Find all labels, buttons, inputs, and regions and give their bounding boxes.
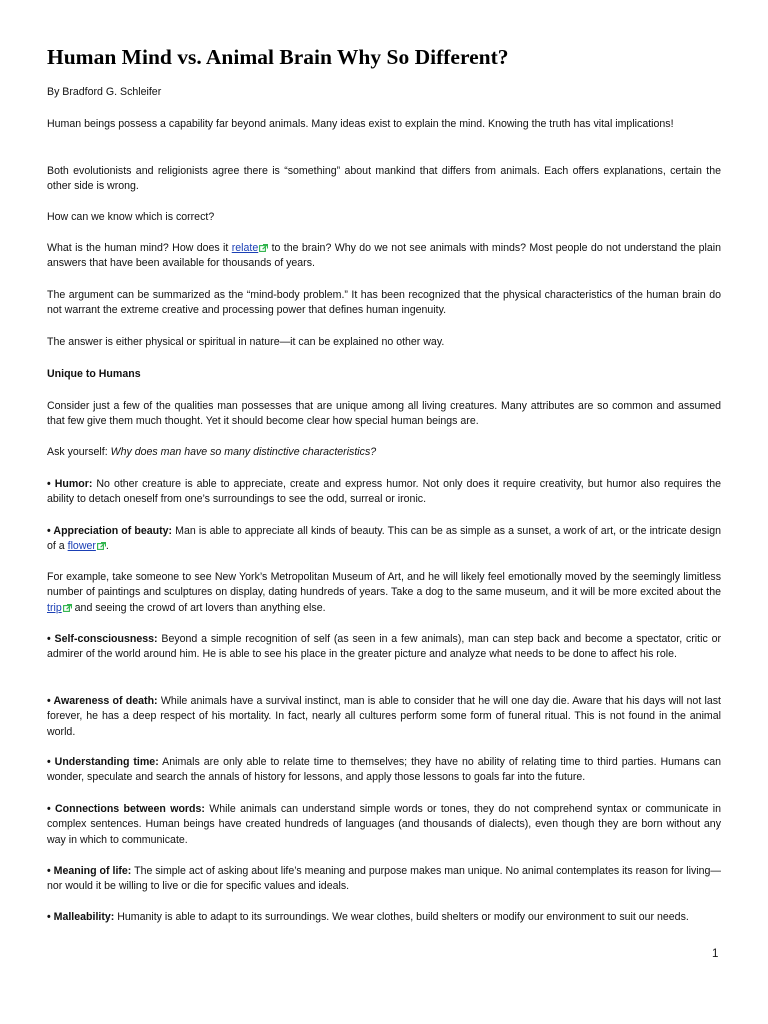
link-flower[interactable]: flower bbox=[67, 540, 96, 553]
bullet-humor: • Humor: No other creature is able to appreciate, create and express humor. Not only does it require creativity, but humor also requires the ability to detach oneself from one’s surroundings to see the odd, surreal or ironic. bbox=[47, 478, 721, 506]
page-number: 1 bbox=[712, 948, 719, 960]
link-relate[interactable]: relate bbox=[231, 242, 259, 254]
bullet-understanding-time: • Understanding time: Animals are only able to relate time to themselves; they have no ability of relating time to third parties. Humans can wonder, speculate and search the annals of history for lessons, and apply those lessons to goals far into the future. bbox=[47, 756, 721, 784]
paragraph-ask-yourself: Ask yourself: Why does man have so many distinctive characteristics? bbox=[47, 446, 377, 458]
paragraph-qualities: Consider just a few of the qualities man possesses that are unique among all living creatures. Many attributes are so common and assumed that few give them much thought. Yet it should become clear how special human beings are. bbox=[47, 400, 721, 428]
paragraph-answer: The answer is either physical or spiritual in nature—it can be explained no other way. bbox=[47, 336, 445, 348]
bullet-self-consciousness: • Self-consciousness: Beyond a simple recognition of self (as seen in a few animals), man can step back and become a spectator, critic or admirer of the world around him. He is able to see his place in the greater picture and analyze what needs to be done to affect his role. bbox=[47, 633, 721, 661]
document-title: Human Mind vs. Animal Brain Why So Different? bbox=[47, 45, 509, 69]
external-link-icon[interactable] bbox=[259, 244, 268, 252]
byline: By Bradford G. Schleifer bbox=[47, 86, 162, 98]
paragraph-agreement: Both evolutionists and religionists agree there is “something” about mankind that differs from animals. Each offers explanations, certain the other side is wrong. bbox=[47, 165, 721, 193]
bullet-malleability: • Malleability: Humanity is able to adapt to its surroundings. We wear clothes, build shelters or modify our environment to suit our needs. bbox=[47, 911, 689, 923]
bullet-awareness-of-death: • Awareness of death: While animals have a survival instinct, man is able to consider that he will one day die. Aware that his days will not last forever, he has a deep respect of his mortality. In fact, nearly all cultures perform some form of funeral ritual. This is not found in the animal world. bbox=[47, 695, 721, 738]
external-link-icon[interactable] bbox=[97, 542, 106, 550]
bullet-meaning-of-life: • Meaning of life: The simple act of asking about life’s meaning and purpose makes man unique. No animal contemplates its reason for living—nor would it be willing to live or die for specific values and ideals. bbox=[47, 865, 721, 893]
section-heading-unique: Unique to Humans bbox=[47, 368, 141, 380]
paragraph-mind-body: The argument can be summarized as the “mind-body problem.” It has been recognized that the physical characteristics of the human brain do not warrant the extreme creative and processing power that defines human ingenuity. bbox=[47, 289, 721, 317]
paragraph-question: How can we know which is correct? bbox=[47, 211, 215, 223]
external-link-icon[interactable] bbox=[63, 604, 72, 612]
paragraph-museum-example: For example, take someone to see New York’s Metropolitan Museum of Art, and he will likely feel emotionally moved by the seemingly limitless number of paintings and sculptures on display, dating hundreds of years. Take a dog to the same museum, and it will be more excited about the trip and seeing the crowd of art lovers than anything else. bbox=[47, 571, 721, 614]
paragraph-intro: Human beings possess a capability far beyond animals. Many ideas exist to explain the mind. Knowing the truth has vital implications! bbox=[47, 118, 674, 130]
link-trip[interactable]: trip bbox=[47, 601, 62, 614]
bullet-beauty: • Appreciation of beauty: Man is able to appreciate all kinds of beauty. This can be as simple as a sunset, a work of art, or the intricate design of a flower . bbox=[47, 525, 721, 553]
bullet-connections-between-words: • Connections between words: While animals can understand simple words or tones, they do not comprehend syntax or communicate in complex sentences. Human beings have created hundreds of languages (and thousands of dialects), even though they are born without any way in which to communicate. bbox=[47, 803, 721, 846]
paragraph-human-mind: What is the human mind? How does it relate to the brain? Why do we not see animals with minds? Most people do not understand the plain answers that have been available for thousands of years. bbox=[47, 242, 722, 270]
